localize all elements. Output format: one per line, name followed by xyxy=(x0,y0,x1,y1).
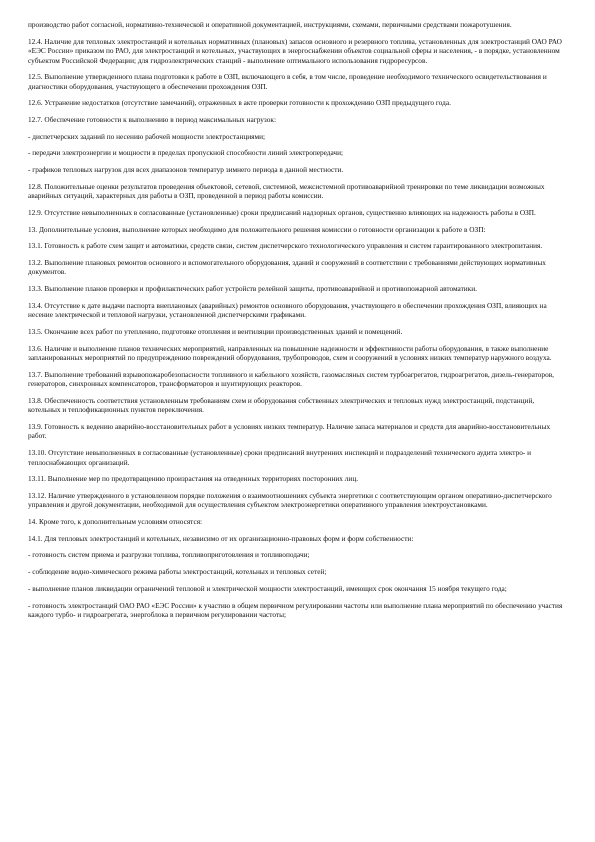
paragraph: 13. Дополнительные условия, выполнение которых необходимо для положительного решения комиссии о готовности организации к работе в ОЗП: xyxy=(28,224,486,234)
paragraph: 12.5. Выполнение утвержденного плана подготовки к работе в ОЗП, включающего в себя, в том числе, проведение необходимого технического освидетельствования и диагностики оборудования, участвующего в обеспечении прохождения ОЗП. xyxy=(28,72,547,91)
paragraph: 13.2. Выполнение плановых ремонтов основного и вспомогательного оборудования, зданий и сооружений в соответствии с требованиями действующих нормативных документов. xyxy=(28,258,546,277)
paragraph: - соблюдение водно-химического режима работы электростанций, котельных и тепловых сетей; xyxy=(28,567,327,577)
paragraph: 13.8. Обеспеченность соответствия установленным требованиям схем и оборудования собственных электрических и тепловых нужд электростанций, подстанций, котельных и теплофикационных пунктов переключения. xyxy=(28,395,535,415)
paragraph: 13.7. Выполнение требований взрывопожаробезопасности топливного и кабельного хозяйств, газомасляных систем турбоагрегатов, гидроагрегатов, дизель-генераторов, генераторов, синхронных компенсаторов, трансформаторов и шунтирующих реакторов. xyxy=(28,369,554,389)
paragraph: 13.9. Готовность к ведению аварийно-восстановительных работ в условиях низких температур. Наличие запаса материалов и средств для аварийно-восстановительных работ. xyxy=(28,422,551,441)
paragraph: 13.1. Готовность к работе схем защит и автоматики, средств связи, систем диспетчерского технологического управления и систем гарантированного электропитания. xyxy=(28,241,543,251)
paragraph: 12.4. Наличие для тепловых электростанций и котельных нормативных (плановых) запасов основного и резервного топлива, установленных для электростанций ОАО РАО «ЕЭС России» приказом по РАО, для электростанций и котельных, участвующих в энергоснабжении объектов социальной сферы и населения, - в порядке, установленном субъектом Российской Федерации; для гидроэлектрических станций - выполнение оптимального использования гидроресурсов. xyxy=(28,36,562,65)
paragraph: 13.5. Окончание всех работ по утеплению, подготовке отопления и вентиляции производственных зданий и помещений. xyxy=(28,326,403,336)
paragraph: 13.10. Отсутствие невыполненных в согласованные (установленные) сроки предписаний внутренних инспекций и подразделений технического аудита электро- и теплоснабжающих организаций. xyxy=(28,448,532,467)
paragraph: 12.6. Устранение недостатков (отсутствие замечаний), отраженных в акте проверки готовности к прохождению ОЗП предыдущего года. xyxy=(28,98,451,108)
paragraph: 14. Кроме того, к дополнительным условиям относятся: xyxy=(28,517,203,527)
paragraph: 13.12. Наличие утвержденного в установленном порядке положения о взаимоотношениях субъекта энергетики с соответствующим органом оперативно-диспетчерского управления и другой документации, необходимой для осуществления субъектом электроэнергетики оперативного управления электроустановками. xyxy=(28,490,552,510)
paragraph: 13.6. Наличие и выполнение планов технических мероприятий, направленных на повышение надежности и эффективности работы оборудования, в также выполнение запланированных мероприятий по предупреждению повреждений оборудования, трубопроводов, схем и сооружений в условиях низких температур наружного воздуха. xyxy=(28,343,552,363)
paragraph: 12.9. Отсутствие невыполненных в согласованные (установленные) сроки предписаний надзорных органов, существенно влияющих на надежность работы в ОЗП. xyxy=(28,207,536,217)
paragraph: - диспетчерских заданий по несению рабочей мощности электростанциями; xyxy=(28,131,266,141)
paragraph: 13.3. Выполнение планов проверки и профилактических работ устройств релейной защиты, противоаварийной и противопожарной автоматики. xyxy=(28,284,477,294)
paragraph: 14.1. Для тепловых электростанций и котельных, независимо от их организационно-правовых форм и форм собственности: xyxy=(28,533,414,543)
paragraph: - графиков тепловых нагрузок для всех диапазонов температур зимнего периода в данной местности. xyxy=(28,165,344,175)
paragraph: производство работ согласной, нормативно-технической и оперативной документацией, инструкциями, схемами, первичными средствами пожаротушения. xyxy=(28,20,512,29)
paragraph: - выполнение планов ликвидации ограничений тепловой и электрической мощности электростанций, имеющих срок окончания 15 ноября текущего года; xyxy=(28,583,507,593)
paragraph: 12.8. Положительные оценки результатов проведения объектовой, сетевой, системной, межсистемной противоаварийной тренировки по теме ликвидации возможных аварийных ситуаций, характерных для работы в ОЗП, проведенной в период работы комиссии. xyxy=(28,181,545,201)
paragraph: - готовность электростанций ОАО РАО «ЕЭС России» к участию в общем первичном регулировании частоты или выполнение плана мероприятий по обеспечению участия каждого турбо- и гидроагрегата, энергоблока в первичном регулировании частоты; xyxy=(28,600,563,619)
paragraph: 13.4. Отсутствие к дате выдачи паспорта внеплановых (аварийных) ремонтов основного оборудования, участвующего в обеспечении прохождения ОЗП, влияющих на несение электрической и тепловой нагрузки, установленной диспетчерскими графиками. xyxy=(28,300,547,320)
paragraph: - передачи электроэнергии и мощности в пределах пропускной способности линий электропередачи; xyxy=(28,148,344,158)
paragraph: - готовность систем приема и разгрузки топлива, топливоприготовления и топливоподачи; xyxy=(28,550,310,560)
paragraph: 12.7. Обеспечение готовности к выполнению в период максимальных нагрузок: xyxy=(28,115,276,125)
paragraph: 13.11. Выполнение мер по предотвращению произрастания на отведенных территориях посторонних лиц. xyxy=(28,474,359,484)
